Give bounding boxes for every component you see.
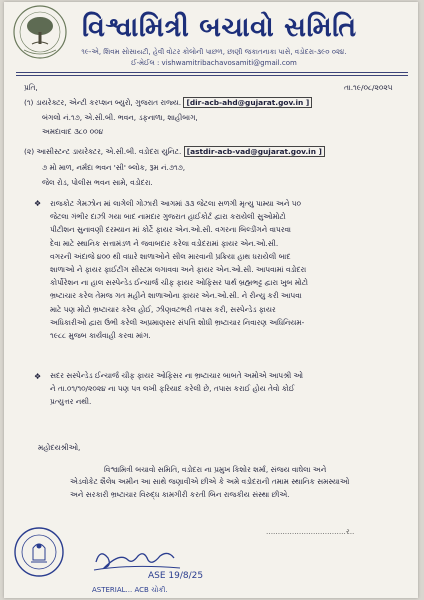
recipient1-line2: બંગલો નં.૧૭, એ.સી.બી. ભવન, ડફનાળા, શાહીબાગ, bbox=[42, 113, 198, 122]
recipient2-title: (૨) આસીસ્ટન્ટ ડાયરેક્ટર, એ.સી.બી. વડોદરા યુનિટ. bbox=[24, 147, 182, 156]
paragraph-line: ને તા.૦૧/૧૦/૨૦૨૪ ના પણ પત્ર લખી ફરિયાદ કરેલી છે, તપાસ કરાઈ હોય તેવો કોઈ bbox=[50, 384, 295, 394]
government-seal-icon bbox=[12, 522, 66, 582]
paragraph-1 bbox=[50, 197, 410, 342]
closing-paragraph bbox=[70, 464, 410, 501]
paragraph-line: ભ્રષ્ટાચાર કરેલ તેમજ ગત મહીને શાળાઓના ફાયર એન.ઓ.સી. ને રીન્યુ કરી આપવા bbox=[50, 291, 302, 301]
paragraph-line: દેવા માટે સ્થાનિક સત્તામંડળ ને જવાબદાર કરેલા વડોદરામાં ફાયર એન.ઓ.સી. bbox=[50, 238, 279, 248]
letter-date: તા.૧૯/૦૮/૨૦૨૫ bbox=[344, 83, 393, 92]
paragraph-line: વગરની અંદાજે ૪૦૦ થી વધારે શાળાઓને સીલ મારવાની પ્રક્રિયા હાથ ધરાયેલી બાદ bbox=[50, 251, 291, 261]
paragraph-line: રાજકોટ ગેમઝોન માં લાગેલી ગોઝારી આગમાં ૩૩ જેટલા સળગી મૃત્યુ પામ્યા અને ૫૦ bbox=[50, 199, 301, 208]
signature-dots: ..................................ર.. bbox=[266, 527, 355, 536]
bullet-icon: ❖ bbox=[34, 372, 42, 381]
recipient2-line3: જેલ રોડ, પોલીસ ભવન સામે, વડોદરા. bbox=[42, 178, 153, 187]
org-email: ઈ-મેઈલ : vishwamitribachavosamiti@gmail.com bbox=[131, 59, 297, 67]
closing-line: એડવોકેટ શૈલેષ અમીન આ સાથે જણાવીએ છીએ કે અમે વડોદરાની તમામ સ્થાનિક સમસ્યાઓ bbox=[70, 477, 350, 487]
closing-line: વિશ્વામિત્રી બચાવો સમિતિ, વડોદરા ના પ્રમુખ કિશોર શર્મા, સંજય વાઘેલા અને bbox=[104, 465, 327, 474]
svg-text:ASE 19/8/25: ASE 19/8/25 bbox=[148, 571, 204, 581]
paragraph-line: ૧૯૮૮ મુજબ કાર્યવાહી કરવા માંગ. bbox=[50, 331, 151, 341]
bullet-icon: ❖ bbox=[34, 199, 42, 208]
recipient2-line2: ૭ મો માળ, નર્મદા ભવન 'સી' બ્લોક, રૂમ નં.૭૧૭, bbox=[42, 163, 186, 172]
closing-line: અને સરકારી ભ્રષ્ટાચાર વિરુદ્ધ કામગીરી કરતી બિન રાજકીય સંસ્થા છીએ. bbox=[70, 489, 290, 499]
paragraph-line: જેટલા ગંભીર દાઝી ગયા બાદ નામદાર ગુજરાત હાઈકોર્ટ દ્વારા કરાયેલી સુઓમોટો bbox=[50, 212, 286, 222]
recipient2-email: [astdir-acb-vad@gujarat.gov.in ] bbox=[184, 146, 325, 157]
recipient1-line3: અમદાવાદ ૩૮૦ ૦૦૪ bbox=[42, 127, 104, 136]
recipient1-line1 bbox=[24, 97, 312, 108]
paragraph-line: અધિકારીઓ દ્વારા ઉભી કરેલી અપ્રમાણસર સંપત્તિ શોધી ભ્રષ્ટાચાર નિવારણ અધિનિયમ- bbox=[50, 317, 305, 327]
recipient1-title: (૧) ડાયરેક્ટર, એન્ટી કરપ્શન બ્યુરો, ગુજરાત રાજ્ય. bbox=[24, 98, 182, 107]
recipient2-line1 bbox=[24, 146, 325, 157]
paragraph-2 bbox=[50, 369, 410, 409]
paragraph-line: પીટીશન સુનાવણી દરમ્યાન માં કોર્ટે ફાયર એન.ઓ.સી. વગરના બિલ્ડીંગને વાપરવા bbox=[50, 225, 291, 235]
letter-page bbox=[4, 2, 418, 598]
paragraph-line: સદર સસ્પેન્ડેડ ઈન્ચાર્જ ચીફ ફાયર ઓફિસર ના ભ્રષ્ટાચાર બાબતે અમોએ આપશ્રી ઓ bbox=[50, 371, 303, 380]
salutation: મહોદયશ્રીઓ, bbox=[38, 443, 81, 452]
handwritten-signature-icon bbox=[90, 542, 240, 598]
paragraph-line: કોર્પોરેશન ના હાલ સસ્પેન્ડેડ ઈન્ચાર્જ ચીફ ફાયર ઓફિસર પાર્થ બ્રહ્મભટ્ટ દ્વારા ખુબ મોટો bbox=[50, 278, 308, 288]
paragraph-line: પ્રત્યુત્તર નથી. bbox=[50, 397, 92, 407]
recipient1-email: [dir-acb-ahd@gujarat.gov.in ] bbox=[183, 97, 312, 108]
prati-label: પ્રતિ, bbox=[24, 83, 38, 92]
org-address: ૧૯-એ, શિવમ સોસાયટી, હેવી વોટર કોલોની પાછળ, છાણી જકાતનાકા પાસે, વડોદરા-૩૯૦ ૦૨૪. bbox=[81, 48, 347, 56]
svg-text:ASTERIAL... ACB ચોકી.: ASTERIAL... ACB ચોકી. bbox=[92, 586, 168, 594]
header-divider-2 bbox=[16, 75, 408, 76]
paragraph-line: માટે પણ મોટો ભ્રષ્ટાચાર કરેલ હોઈ, ઝીણવટભરી તપાસ કરી, સસ્પેન્ડેડ ફાયર bbox=[50, 304, 276, 314]
org-name: વિશ્વામિત્રી બચાવો સમિતિ bbox=[82, 12, 357, 43]
paragraph-line: શાળાઓ ને ફાયર ફાઈટીંગ સીસ્ટમ લગાવવા અને ફાયર એન.ઓ.સી. આપવામાં વડોદરા bbox=[50, 265, 307, 275]
header-divider bbox=[16, 72, 408, 73]
